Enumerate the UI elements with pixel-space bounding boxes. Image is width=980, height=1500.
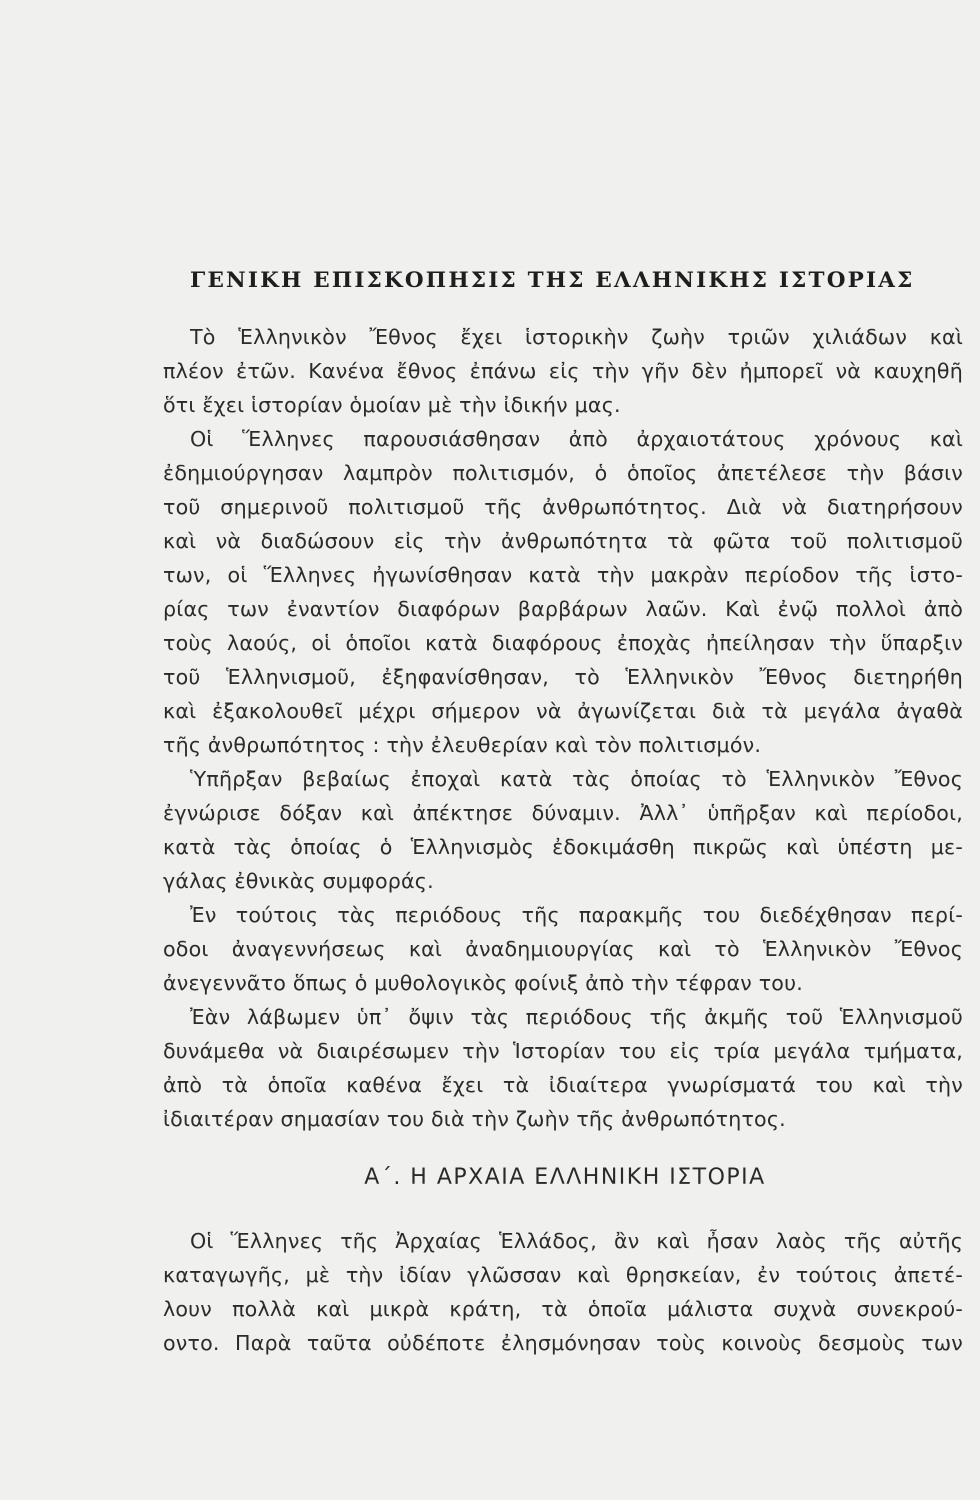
text-line: καὶ ἐξακολουθεῖ μέχρι σήμερον νὰ ἀγωνίζεται διὰ τὰ μεγάλα ἀγαθὰ — [163, 699, 963, 723]
text-line: τοὺς λαούς, οἱ ὁποῖοι κατὰ διαφόρους ἐποχὰς ἠπείλησαν τὴν ὕπαρξιν — [163, 631, 963, 655]
text-line: Ἐὰν λάβωμεν ὑπ᾽ ὄψιν τὰς περιόδους τῆς ἀκμῆς τοῦ Ἑλληνισμοῦ — [190, 1005, 963, 1029]
text-line: ρίας των ἐναντίον διαφόρων βαρβάρων λαῶν. Καὶ ἐνῷ πολλοὶ ἀπὸ — [163, 597, 963, 621]
text-line: ἐδημιούργησαν λαμπρὸν πολιτισμόν, ὁ ὁποῖος ἀπετέλεσε τὴν βάσιν — [163, 461, 963, 485]
text-line: τοῦ Ἑλληνισμοῦ, ἐξηφανίσθησαν, τὸ Ἑλληνικὸν Ἔθνος διετηρήθη — [163, 665, 963, 689]
text-line: καὶ νὰ διαδώσουν εἰς τὴν ἀνθρωπότητα τὰ φῶτα τοῦ πολιτισμοῦ — [163, 529, 963, 553]
text-line: τοῦ σημερινοῦ πολιτισμοῦ τῆς ἀνθρωπότητος. Διὰ νὰ διατηρήσουν — [163, 495, 963, 519]
text-line: ἀπὸ τὰ ὁποῖα καθένα ἔχει τὰ ἰδιαίτερα γνωρίσματά του καὶ τὴν — [163, 1073, 963, 1097]
text-line: οδοι ἀναγεννήσεως καὶ ἀναδημιουργίας καὶ τὸ Ἑλληνικὸν Ἔθνος — [163, 937, 963, 961]
text-line: οντο. Παρὰ ταῦτα οὐδέποτε ἐλησμόνησαν τοὺς κοινοὺς δεσμοὺς των — [163, 1331, 963, 1355]
text-line: Οἱ Ἕλληνες παρουσιάσθησαν ἀπὸ ἀρχαιοτάτους χρόνους καὶ — [190, 427, 963, 451]
text-line: ἰδιαιτέραν σημασίαν του διὰ τὴν ζωὴν τῆς ἀνθρωπότητος. — [163, 1107, 786, 1131]
text-line: καταγωγῆς, μὲ τὴν ἰδίαν γλῶσσαν καὶ θρησκείαν, ἐν τούτοις ἀπετέ- — [163, 1263, 963, 1287]
text-line: τῆς ἀνθρωπότητος : τὴν ἐλευθερίαν καὶ τὸν πολιτισμόν. — [163, 733, 762, 757]
text-line: γάλας ἐθνικὰς συμφοράς. — [163, 869, 434, 893]
text-line: Οἱ Ἕλληνες τῆς Ἀρχαίας Ἑλλάδος, ἂν καὶ ἦσαν λαὸς τῆς αὐτῆς — [190, 1229, 963, 1253]
text-line: λουν πολλὰ καὶ μικρὰ κράτη, τὰ ὁποῖα μάλιστα συχνὰ συνεκρού- — [163, 1297, 963, 1321]
text-line: των, οἱ Ἕλληνες ἠγωνίσθησαν κατὰ τὴν μακρὰν περίοδον τῆς ἱστο- — [163, 563, 963, 587]
page-title: ΓΕΝΙΚΗ ΕΠΙΣΚΟΠΗΣΙΣ ΤΗΣ ΕΛΛΗΝΙΚΗΣ ΙΣΤΟΡΙΑΣ — [190, 268, 915, 293]
section-title: Α΄. Η ΑΡΧΑΙΑ ΕΛΛΗΝΙΚΗ ΙΣΤΟΡΙΑ — [364, 1165, 766, 1190]
text-line: ἀνεγεννᾶτο ὅπως ὁ μυθολογικὸς φοίνιξ ἀπὸ τὴν τέφραν του. — [163, 971, 803, 995]
text-line: πλέον ἐτῶν. Κανένα ἔθνος ἐπάνω εἰς τὴν γῆν δὲν ἠμπορεῖ νὰ καυχηθῆ — [163, 359, 963, 383]
text-line: κατὰ τὰς ὁποίας ὁ Ἑλληνισμὸς ἐδοκιμάσθη πικρῶς καὶ ὑπέστη με- — [163, 835, 963, 859]
text-line: ἐγνώρισε δόξαν καὶ ἀπέκτησε δύναμιν. Ἀλλ᾽ ὑπῆρξαν καὶ περίοδοι, — [163, 801, 963, 825]
text-line: δυνάμεθα νὰ διαιρέσωμεν τὴν Ἱστορίαν του εἰς τρία μεγάλα τμήματα, — [163, 1039, 963, 1063]
text-line: Ἐν τούτοις τὰς περιόδους τῆς παρακμῆς του διεδέχθησαν περί- — [190, 903, 963, 927]
text-line: Ὑπῆρξαν βεβαίως ἐποχαὶ κατὰ τὰς ὁποίας τὸ Ἑλληνικὸν Ἔθνος — [190, 767, 963, 791]
text-line: ὅτι ἔχει ἱστορίαν ὁμοίαν μὲ τὴν ἰδικήν μας. — [163, 393, 621, 417]
text-line: Τὸ Ἑλληνικὸν Ἔθνος ἔχει ἱστορικὴν ζωὴν τριῶν χιλιάδων καὶ — [190, 325, 963, 349]
